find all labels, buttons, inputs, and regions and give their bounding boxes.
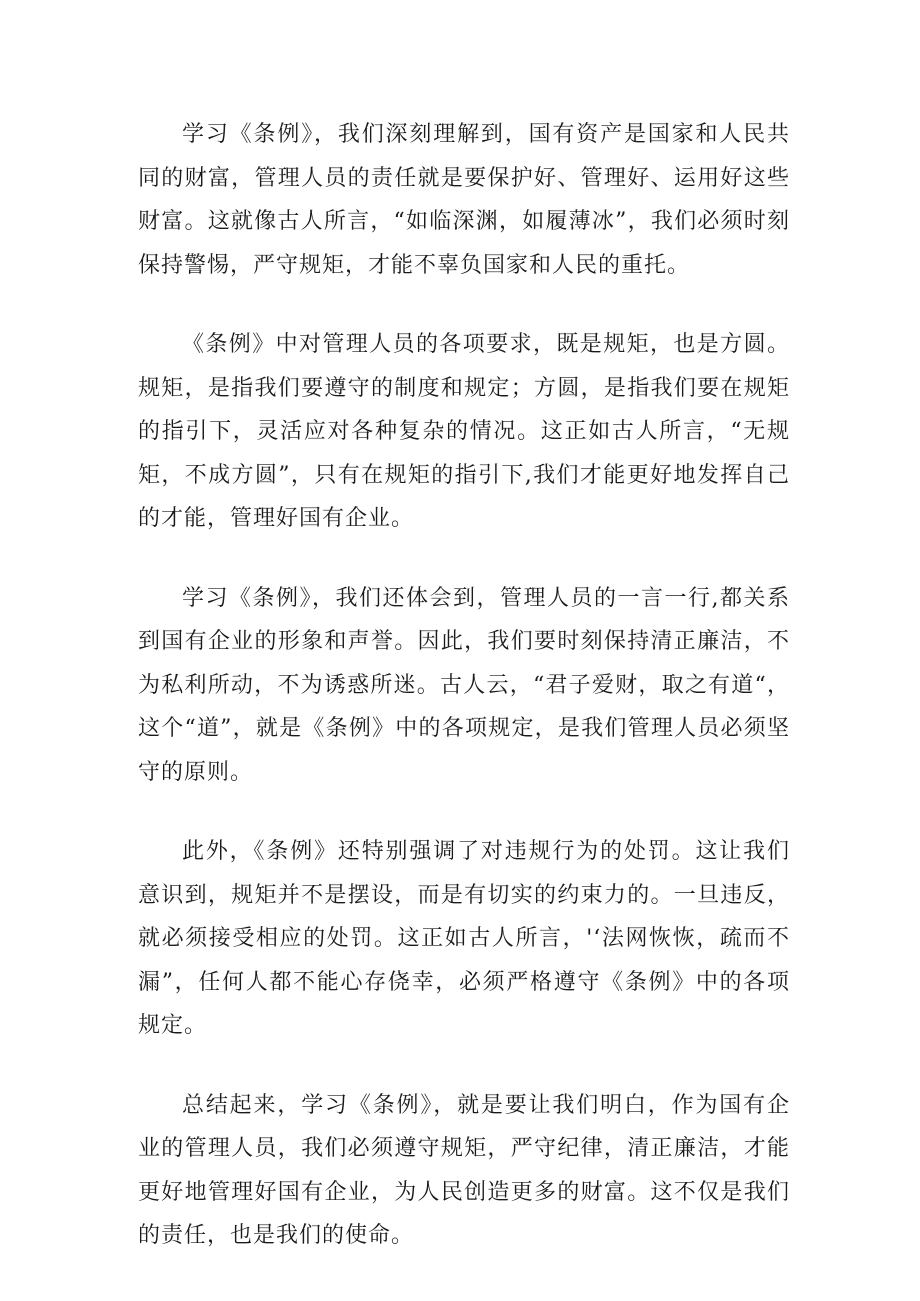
paragraph-3: 学习《条例》，我们还体会到，管理人员的一言一行,都关系到国有企业的形象和声誉。因此，我们要时刻保持清正廉洁，不为私利所动，不为诱惑所迷。古人云，“君子爱财，取之有道“，这个“道”，就是《条例》中的各项规定，是我们管理人员必须坚守的原则。 — [138, 585, 790, 785]
paragraph-4: 此外，《条例》还特别强调了对违规行为的处罚。这让我们意识到，规矩并不是摆设，而是有切实的约束力的。一旦违反，就必须接受相应的处罚。这正如古人所言，'‘法网恢恢，疏而不漏”，任何人都不能心存侥幸，必须严格遵守《条例》中的各项规定。 — [138, 839, 790, 1038]
paragraph-1: 学习《条例》，我们深刻理解到，国有资产是国家和人民共同的财富，管理人员的责任就是要保护好、管理好、运用好这些财富。这就像古人所言，“如临深渊，如履薄冰”，我们必须时刻保持警惕，严守规矩，才能不辜负国家和人民的重托。 — [138, 122, 790, 278]
document-body — [138, 113, 790, 1294]
paragraph-5: 总结起来，学习《条例》，就是要让我们明白，作为国有企业的管理人员，我们必须遵守规矩，严守纪律，清正廉洁，才能更好地管理好国有企业，为人民创造更多的财富。这不仅是我们的责任，也是我们的使命。 — [138, 1092, 790, 1248]
paragraph-2: 《条例》中对管理人员的各项要求，既是规矩，也是方圆。规矩，是指我们要遵守的制度和规定；方圆，是指我们要在规矩的指引下，灵活应对各种复杂的情况。这正如古人所言，“无规矩，不成方圆”，只有在规矩的指引下,我们才能更好地发挥自己的才能，管理好国有企业。 — [138, 332, 790, 531]
